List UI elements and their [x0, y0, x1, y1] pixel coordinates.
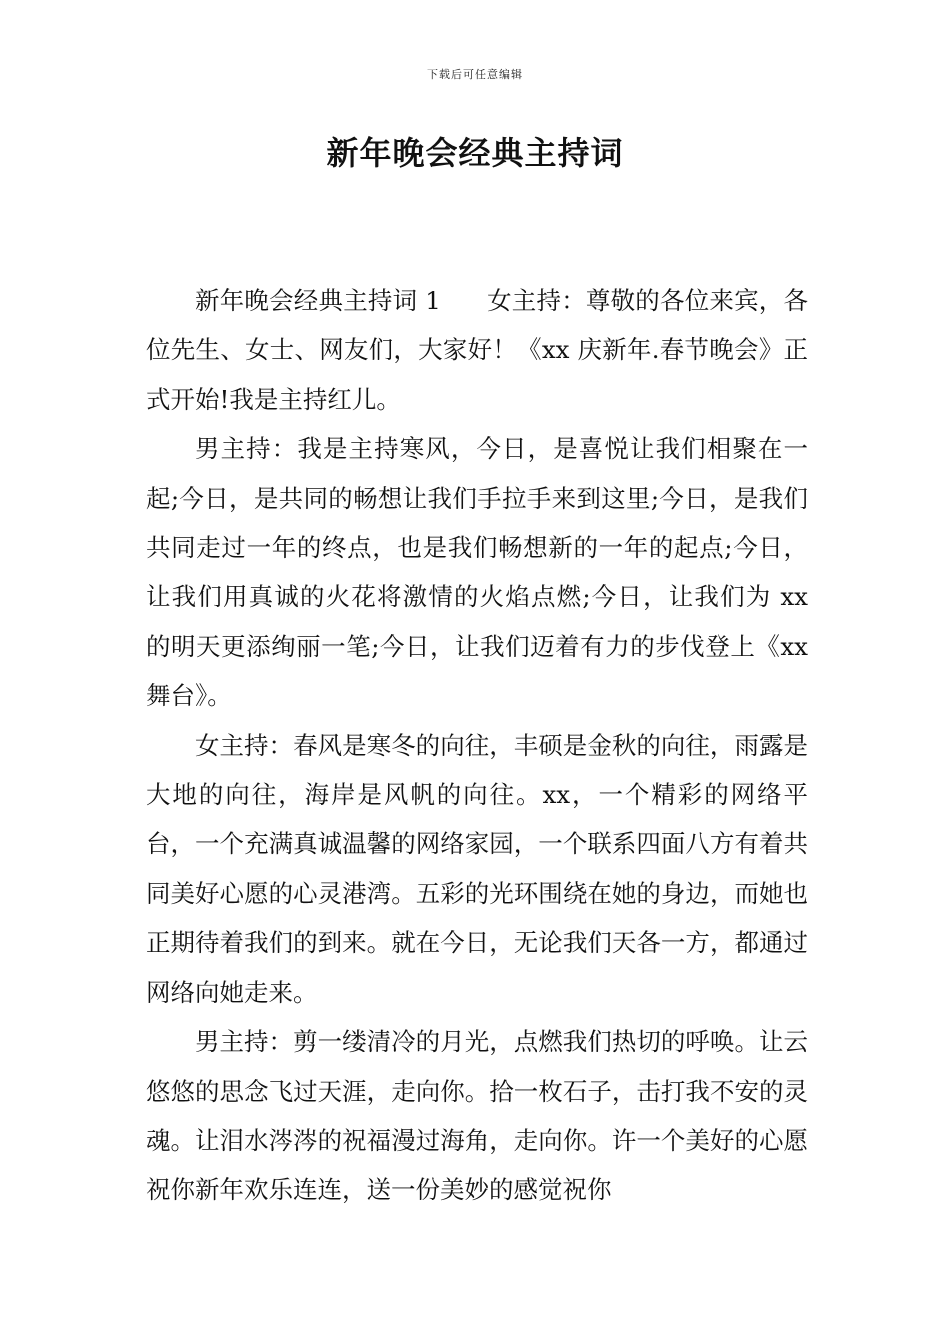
- paragraph-1: [146, 276, 808, 424]
- section-heading: 新年晚会经典主持词 1: [195, 286, 441, 315]
- paragraph-4: 男主持：剪一缕清冷的月光，点燃我们热切的呼唤。让云悠悠的思念飞过天涯，走向你。拾一枚石子，击打我不安的灵魂。让泪水涔涔的祝福漫过海角，走向你。许一个美好的心愿祝你新年欢乐连连，送一份美妙的感觉祝你: [146, 1027, 808, 1205]
- paragraph-2: 男主持：我是主持寒风，今日，是喜悦让我们相聚在一起;今日，是共同的畅想让我们手拉手来到这里;今日，是我们共同走过一年的终点，也是我们畅想新的一年的起点;今日，让我们用真诚的火花将激情的火焰点燃;今日，让我们为 xx 的明天更添绚丽一笔;今日，让我们迈着有力的步伐登上《xx 舞台》。: [146, 434, 808, 711]
- paragraph-3: 女主持：春风是寒冬的向往，丰硕是金秋的向往，雨露是大地的向往，海岸是风帆的向往。xx，一个精彩的网络平台，一个充满真诚温馨的网络家园，一个联系四面八方有着共同美好心愿的心灵港湾。五彩的光环围绕在她的身边，而她也正期待着我们的到来。就在今日，无论我们天各一方，都通过网络向她走来。: [146, 730, 808, 1007]
- header-note: 下载后可任意编辑: [427, 68, 523, 81]
- document-body: [146, 276, 808, 1215]
- paragraph-1-text: 女主持：尊敬的各位来宾，各位先生、女士、网友们，大家好！《xx 庆新年.春节晚会》正式开始!我是主持红儿。: [146, 286, 809, 414]
- document-title: 新年晚会经典主持词: [326, 134, 624, 172]
